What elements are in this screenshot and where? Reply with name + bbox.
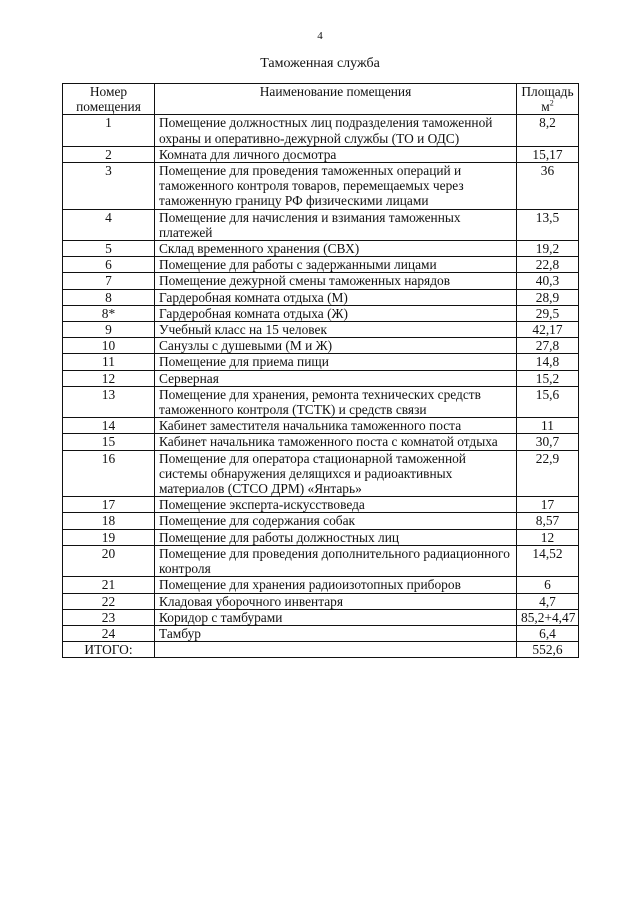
table-row — [63, 545, 579, 576]
room-name-cell: Комната для личного досмотра — [155, 146, 517, 162]
header-area-label: Площадь м — [521, 84, 574, 115]
room-number-cell: 3 — [63, 163, 155, 210]
room-name-cell: Помещение для работы с задержанными лицами — [155, 257, 517, 273]
table-row — [63, 370, 579, 386]
room-number-cell: 15 — [63, 434, 155, 450]
table-row — [63, 209, 579, 240]
room-number-cell: 1 — [63, 115, 155, 146]
room-area-cell: 36 — [517, 163, 579, 210]
room-area-cell: 11 — [517, 418, 579, 434]
room-name-cell: Помещение для оператора стационарной таможенной системы обнаружения делящихся и радиоактивных материалов (СТСО ДРМ) «Янтарь» — [155, 450, 517, 497]
table-row — [63, 593, 579, 609]
room-area-cell: 22,8 — [517, 257, 579, 273]
table-row — [63, 497, 579, 513]
room-area-cell: 12 — [517, 529, 579, 545]
table-row — [63, 577, 579, 593]
table-row — [63, 529, 579, 545]
header-room-area — [517, 84, 579, 115]
header-room-number: Номер помещения — [63, 84, 155, 115]
room-number-cell: 11 — [63, 354, 155, 370]
room-name-cell: Гардеробная комната отдыха (М) — [155, 289, 517, 305]
room-number-cell: 23 — [63, 609, 155, 625]
room-number-cell: 16 — [63, 450, 155, 497]
room-name-cell: Помещение для работы должностных лиц — [155, 529, 517, 545]
room-number-cell: 19 — [63, 529, 155, 545]
table-row — [63, 146, 579, 162]
table-row — [63, 241, 579, 257]
room-name-cell: Помещение для начисления и взимания таможенных платежей — [155, 209, 517, 240]
room-name-cell: Серверная — [155, 370, 517, 386]
room-name-cell: Кладовая уборочного инвентаря — [155, 593, 517, 609]
room-area-cell: 85,2+4,47 — [517, 609, 579, 625]
room-name-cell: Помещение для содержания собак — [155, 513, 517, 529]
room-name-cell: Помещение для проведения дополнительного радиационного контроля — [155, 545, 517, 576]
room-area-cell: 8,57 — [517, 513, 579, 529]
room-name-cell: Коридор с тамбурами — [155, 609, 517, 625]
room-number-cell: 5 — [63, 241, 155, 257]
room-number-cell: 13 — [63, 386, 155, 417]
room-area-cell: 28,9 — [517, 289, 579, 305]
room-name-cell: Тамбур — [155, 625, 517, 641]
room-name-cell: Помещение дежурной смены таможенных нарядов — [155, 273, 517, 289]
total-label: ИТОГО: — [63, 642, 155, 658]
table-row — [63, 434, 579, 450]
room-number-cell: 7 — [63, 273, 155, 289]
room-area-cell: 17 — [517, 497, 579, 513]
room-number-cell: 14 — [63, 418, 155, 434]
room-area-cell: 4,7 — [517, 593, 579, 609]
table-row — [63, 257, 579, 273]
room-area-cell: 27,8 — [517, 338, 579, 354]
room-area-cell: 40,3 — [517, 273, 579, 289]
room-area-cell: 15,6 — [517, 386, 579, 417]
room-number-cell: 24 — [63, 625, 155, 641]
room-area-cell: 29,5 — [517, 305, 579, 321]
table-row — [63, 513, 579, 529]
room-area-cell: 15,2 — [517, 370, 579, 386]
room-area-cell: 13,5 — [517, 209, 579, 240]
room-name-cell: Санузлы с душевыми (М и Ж) — [155, 338, 517, 354]
room-area-cell: 30,7 — [517, 434, 579, 450]
total-area: 552,6 — [517, 642, 579, 658]
table-row — [63, 609, 579, 625]
header-room-name: Наименование помещения — [155, 84, 517, 115]
table-row — [63, 289, 579, 305]
room-name-cell: Помещение для хранения радиоизотопных приборов — [155, 577, 517, 593]
room-name-cell: Учебный класс на 15 человек — [155, 322, 517, 338]
room-number-cell: 2 — [63, 146, 155, 162]
table-row — [63, 115, 579, 146]
room-name-cell: Помещение для приема пищи — [155, 354, 517, 370]
room-name-cell: Помещение эксперта-искусствоведа — [155, 497, 517, 513]
table-row — [63, 305, 579, 321]
room-area-cell: 14,52 — [517, 545, 579, 576]
room-number-cell: 21 — [63, 577, 155, 593]
room-name-cell: Гардеробная комната отдыха (Ж) — [155, 305, 517, 321]
room-area-cell: 42,17 — [517, 322, 579, 338]
room-number-cell: 22 — [63, 593, 155, 609]
room-name-cell: Склад временного хранения (СВХ) — [155, 241, 517, 257]
room-area-cell: 22,9 — [517, 450, 579, 497]
room-number-cell: 6 — [63, 257, 155, 273]
room-number-cell: 8* — [63, 305, 155, 321]
room-name-cell: Кабинет заместителя начальника таможенного поста — [155, 418, 517, 434]
table-row — [63, 163, 579, 210]
table-row — [63, 273, 579, 289]
room-number-cell: 12 — [63, 370, 155, 386]
table-row — [63, 450, 579, 497]
total-name-cell — [155, 642, 517, 658]
room-name-cell: Кабинет начальника таможенного поста с комнатой отдыха — [155, 434, 517, 450]
total-row — [63, 642, 579, 658]
page-number: 4 — [317, 30, 323, 42]
table-row — [63, 354, 579, 370]
room-area-cell: 6 — [517, 577, 579, 593]
room-name-cell: Помещение для хранения, ремонта технических средств таможенного контроля (ТСТК) и средств связи — [155, 386, 517, 417]
room-area-cell: 14,8 — [517, 354, 579, 370]
table-row — [63, 338, 579, 354]
room-number-cell: 4 — [63, 209, 155, 240]
room-number-cell: 8 — [63, 289, 155, 305]
room-number-cell: 17 — [63, 497, 155, 513]
document-title: Таможенная служба — [260, 56, 380, 71]
table-row — [63, 386, 579, 417]
room-number-cell: 10 — [63, 338, 155, 354]
room-area-cell: 6,4 — [517, 625, 579, 641]
room-number-cell: 18 — [63, 513, 155, 529]
room-area-cell: 8,2 — [517, 115, 579, 146]
table-row — [63, 418, 579, 434]
room-number-cell: 9 — [63, 322, 155, 338]
header-area-unit-superscript: 2 — [549, 98, 554, 108]
room-name-cell: Помещение должностных лиц подразделения таможенной охраны и оперативно-дежурной службы (ТО и ОДС) — [155, 115, 517, 146]
room-area-cell: 19,2 — [517, 241, 579, 257]
table-row — [63, 322, 579, 338]
rooms-table — [62, 83, 579, 658]
room-name-cell: Помещение для проведения таможенных операций и таможенного контроля товаров, перемещаемых через таможенную границу РФ физическими лицами — [155, 163, 517, 210]
table-row — [63, 625, 579, 641]
table-header-row — [63, 84, 579, 115]
room-number-cell: 20 — [63, 545, 155, 576]
room-area-cell: 15,17 — [517, 146, 579, 162]
